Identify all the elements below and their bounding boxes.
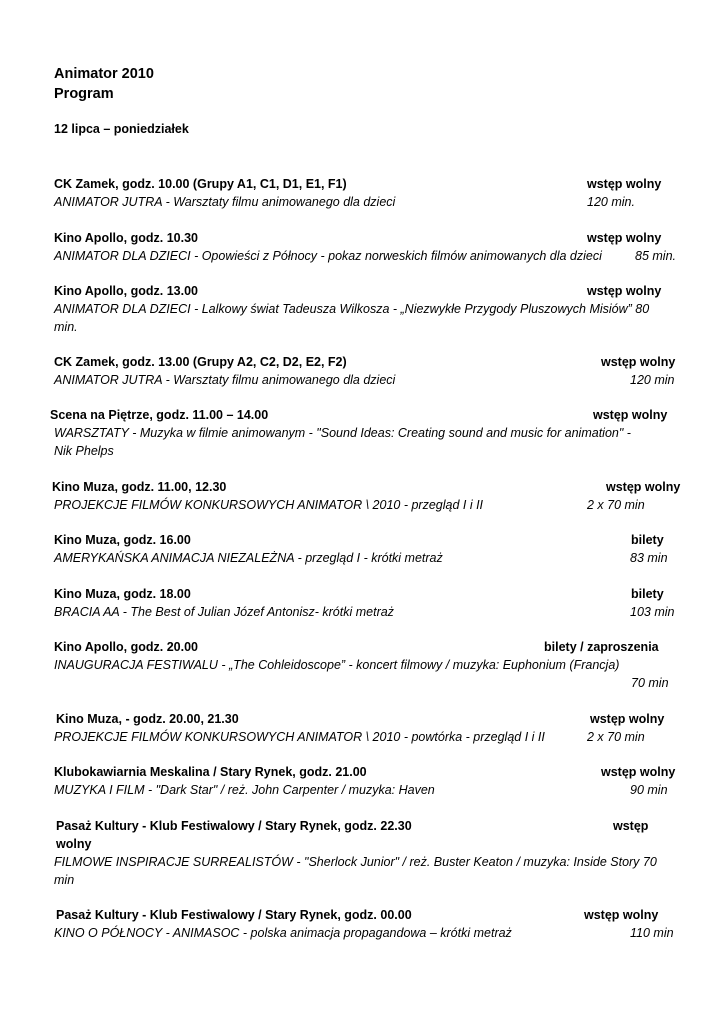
event-entry (54, 175, 694, 211)
event-duration: 110 min (630, 926, 674, 940)
event-venue: CK Zamek, godz. 13.00 (Grupy A2, C2, D2, E2, F2) (54, 355, 347, 369)
event-description: BRACIA AA - The Best of Julian Józef Antonisz- krótki metraż (54, 605, 394, 619)
event-entry (52, 478, 692, 514)
event-entry (54, 282, 694, 336)
event-duration: 83 min (630, 551, 668, 565)
document-subtitle: Program (54, 86, 114, 102)
event-duration: 85 min. (635, 249, 676, 263)
event-entry (54, 585, 694, 621)
event-entry (54, 531, 694, 567)
event-admission: wstęp wolny (584, 908, 659, 922)
event-description: KINO O PÓŁNOCY - ANIMASOC - polska animacja propagandowa – krótki metraż (54, 926, 512, 940)
event-entry (56, 906, 696, 942)
event-entry (56, 817, 696, 889)
event-description: MUZYKA I FILM - "Dark Star" / reż. John Carpenter / muzyka: Haven (54, 783, 435, 797)
event-venue: Pasaż Kultury - Klub Festiwalowy / Stary Rynek, godz. 00.00 (56, 908, 412, 922)
event-entry (50, 406, 690, 460)
event-admission: bilety (631, 533, 664, 547)
event-entry (54, 763, 694, 799)
event-duration: 90 min (630, 783, 668, 797)
document-title: Animator 2010 (54, 66, 154, 82)
event-admission: bilety (631, 587, 664, 601)
event-description: WARSZTATY - Muzyka w filmie animowanym - "Sound Ideas: Creating sound and music for animation" - (54, 426, 631, 440)
event-admission: wstęp wolny (590, 712, 665, 726)
date-heading: 12 lipca – poniedziałek (54, 122, 189, 136)
event-description-cont: Nik Phelps (54, 444, 114, 458)
event-admission: wstęp wolny (587, 177, 662, 191)
event-venue: Klubokawiarnia Meskalina / Stary Rynek, godz. 21.00 (54, 765, 367, 779)
event-duration: 2 x 70 min (587, 730, 645, 744)
event-entry (54, 353, 694, 389)
event-admission: wstęp (613, 819, 649, 833)
event-duration: 120 min (630, 373, 675, 387)
event-description: ANIMATOR DLA DZIECI - Lalkowy świat Tadeusza Wilkosza - „Niezwykłe Przygody Pluszowych Misiów” 80 (54, 302, 650, 316)
event-duration: 70 min (631, 676, 669, 690)
event-duration: 103 min (630, 605, 675, 619)
event-venue: Pasaż Kultury - Klub Festiwalowy / Stary Rynek, godz. 22.30 (56, 819, 412, 833)
event-admission: bilety / zaproszenia (544, 640, 659, 654)
event-description: ANIMATOR JUTRA - Warsztaty filmu animowanego dla dzieci (54, 373, 396, 387)
event-description: ANIMATOR JUTRA - Warsztaty filmu animowanego dla dzieci (54, 195, 396, 209)
event-venue: Kino Muza, godz. 11.00, 12.30 (52, 480, 227, 494)
event-admission: wstęp wolny (606, 480, 681, 494)
event-venue: CK Zamek, godz. 10.00 (Grupy A1, C1, D1, E1, F1) (54, 177, 347, 191)
event-venue: Kino Muza, godz. 18.00 (54, 587, 191, 601)
event-admission: wstęp wolny (593, 408, 668, 422)
event-entry (56, 710, 696, 746)
event-duration: 2 x 70 min (587, 498, 645, 512)
event-venue: Kino Muza, - godz. 20.00, 21.30 (56, 712, 239, 726)
event-entry (54, 638, 694, 692)
event-description: PROJEKCJE FILMÓW KONKURSOWYCH ANIMATOR \ 2010 - przegląd I i II (54, 498, 484, 512)
event-description: FILMOWE INSPIRACJE SURREALISTÓW - "Sherlock Junior" / reż. Buster Keaton / muzyka: Inside Story 70 (54, 855, 657, 869)
event-venue: Kino Apollo, godz. 10.30 (54, 231, 198, 245)
event-entry (54, 229, 694, 265)
event-description: AMERYKAŃSKA ANIMACJA NIEZALEŻNA - przegląd I - krótki metraż (54, 551, 443, 565)
event-venue: Kino Apollo, godz. 20.00 (54, 640, 198, 654)
event-admission: wstęp wolny (587, 284, 662, 298)
event-description-cont: min. (54, 320, 78, 334)
event-admission: wstęp wolny (601, 765, 676, 779)
event-description-cont: min (54, 873, 75, 887)
event-duration: 120 min. (587, 195, 635, 209)
event-description: ANIMATOR DLA DZIECI - Opowieści z Północy - pokaz norweskich filmów animowanych dla dzieci (54, 249, 602, 263)
event-venue: Kino Muza, godz. 16.00 (54, 533, 191, 547)
event-admission: wstęp wolny (587, 231, 662, 245)
event-description: INAUGURACJA FESTIWALU - „The Cohleidoscope” - koncert filmowy / muzyka: Euphonium (Francja) (54, 658, 620, 672)
event-admission: wstęp wolny (601, 355, 676, 369)
event-venue: Kino Apollo, godz. 13.00 (54, 284, 198, 298)
event-venue: Scena na Piętrze, godz. 11.00 – 14.00 (50, 408, 269, 422)
event-description: PROJEKCJE FILMÓW KONKURSOWYCH ANIMATOR \ 2010 - powtórka - przegląd I i II (54, 730, 545, 744)
event-admission-cont: wolny (56, 837, 92, 851)
